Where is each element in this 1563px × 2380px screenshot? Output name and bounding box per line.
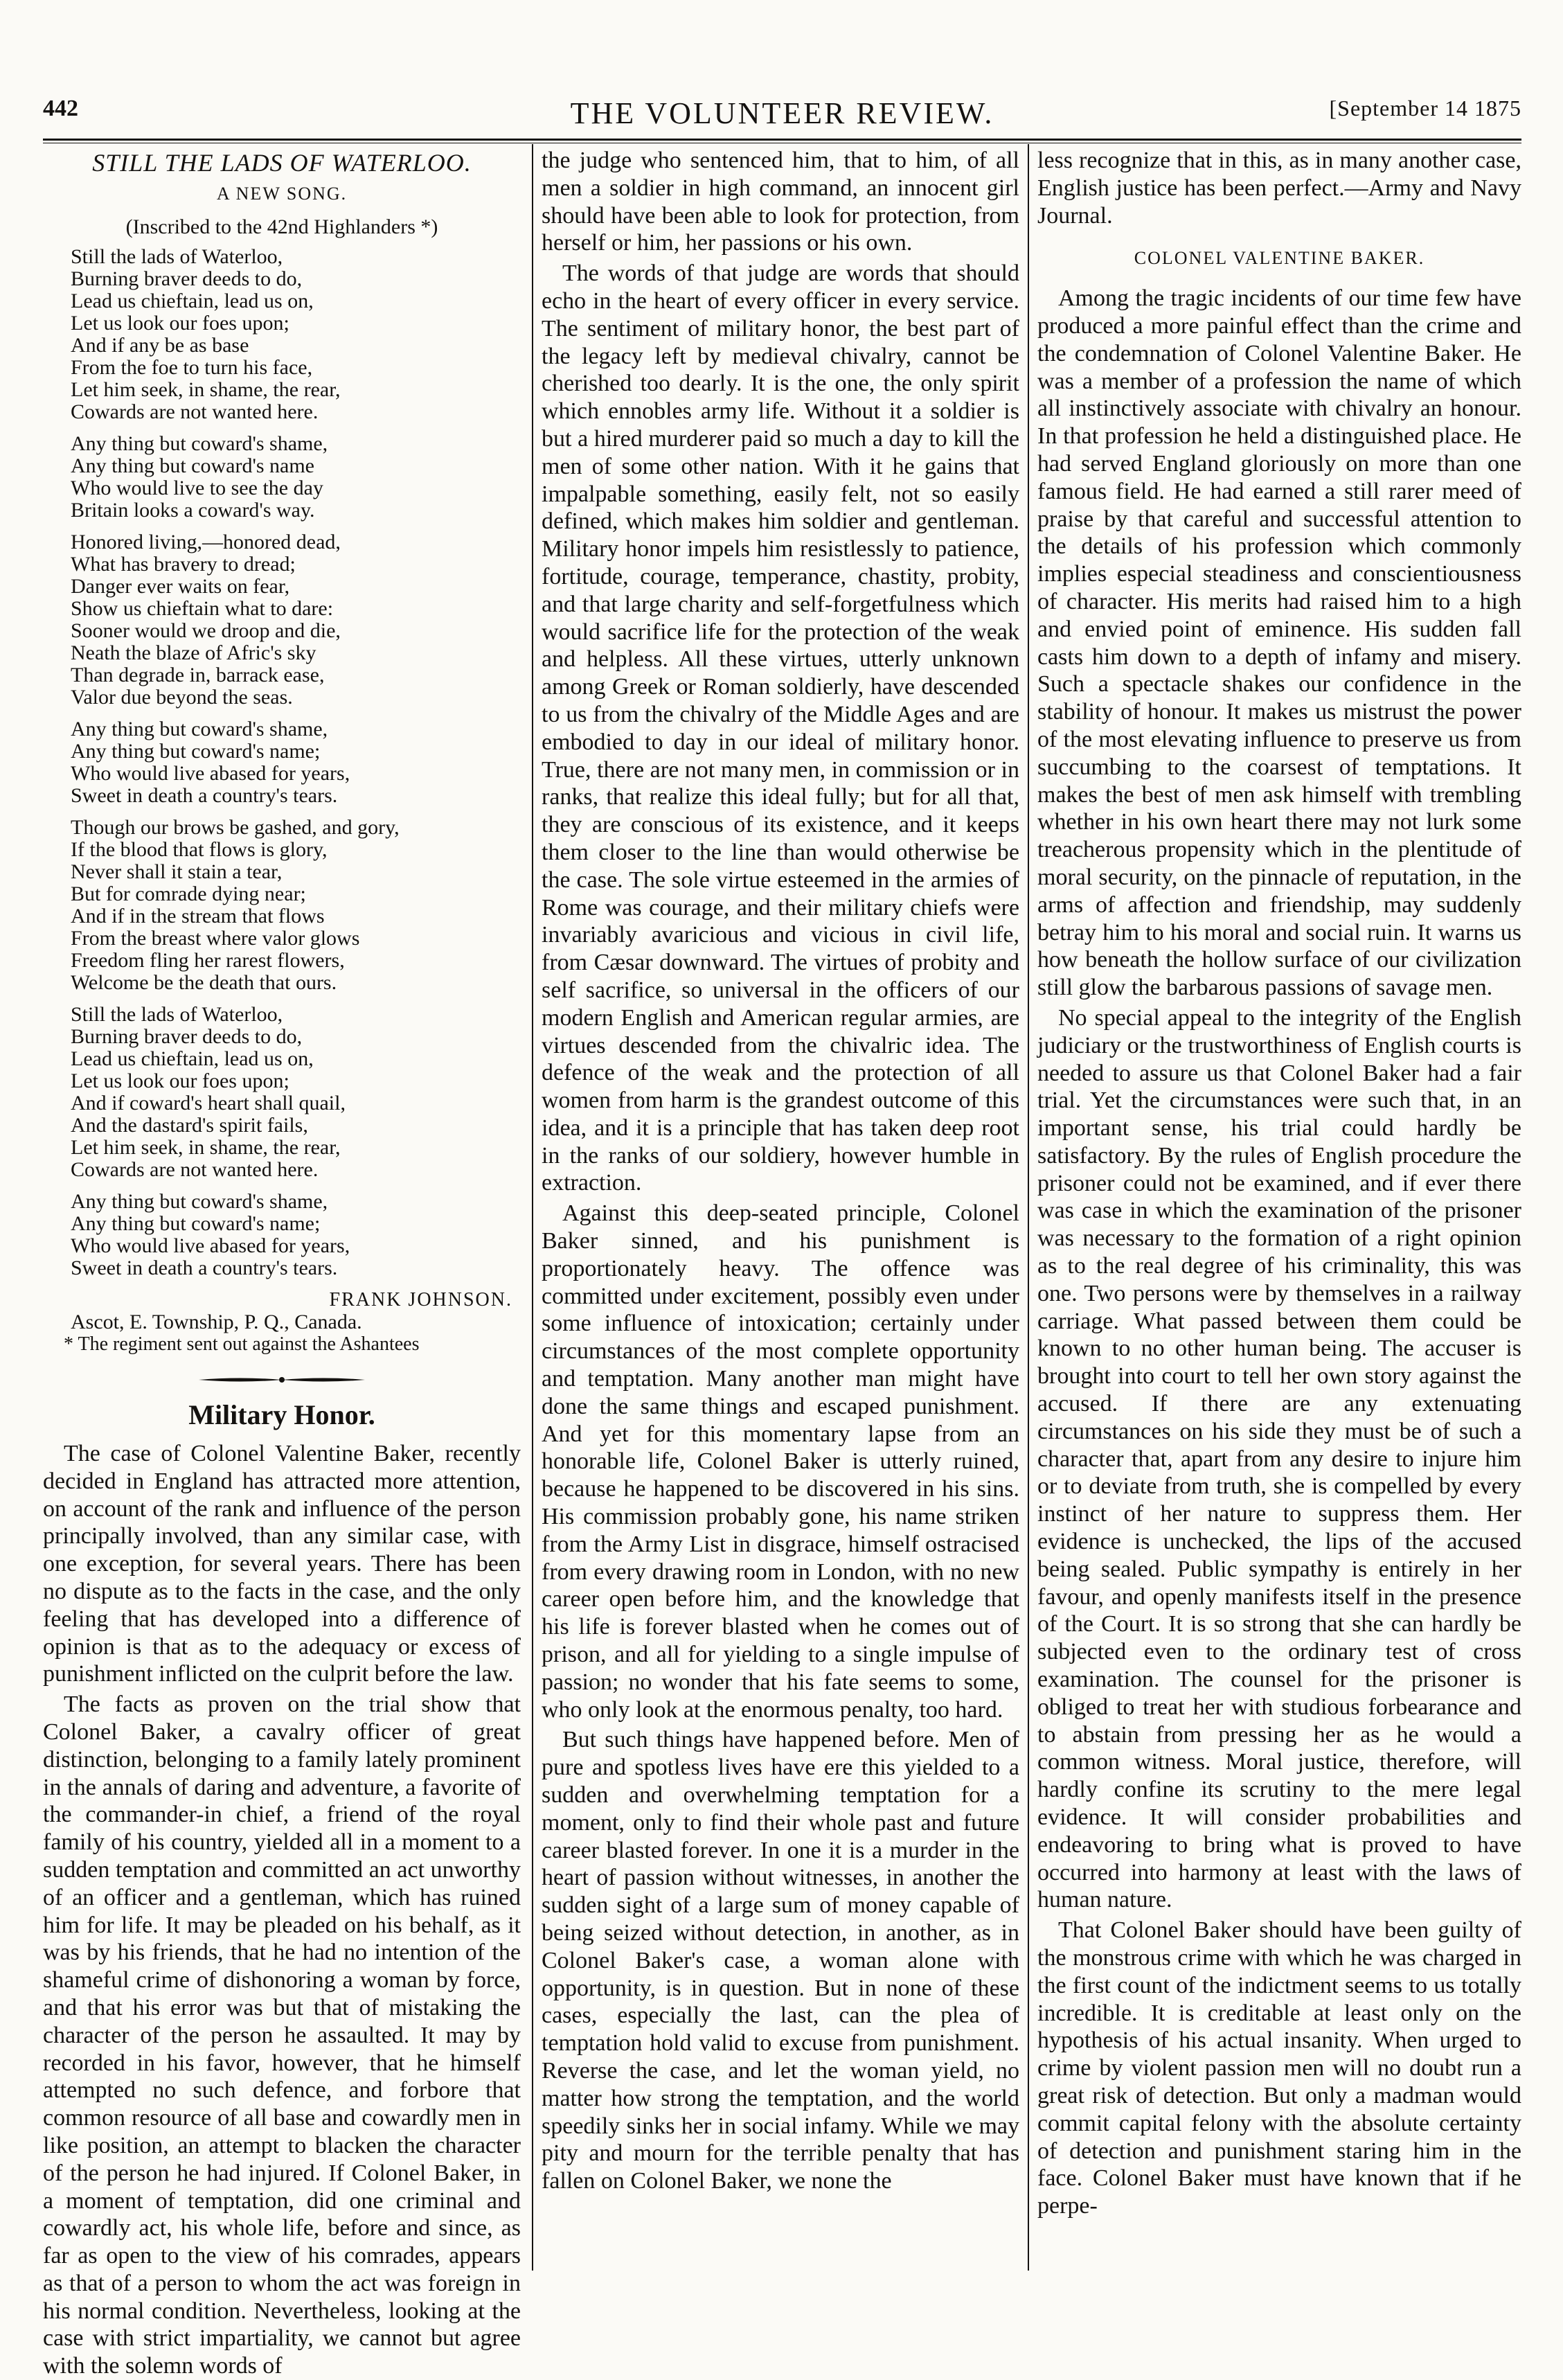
poem-line: Who would live abased for years, [71,762,350,785]
poem-line: Who would live abased for years, [71,1234,350,1258]
poem-line: Burning braver deeds to do, [71,1025,303,1049]
poem-line: And if coward's heart shall quail, [71,1092,346,1115]
poem-line: Still the lads of Waterloo, [71,245,283,269]
column-rule-2 [1028,144,1029,2271]
poem-line: Danger ever waits on fear, [71,575,290,598]
poem-line: Any thing but coward's name; [71,1212,321,1236]
poem-stanza [71,718,521,807]
poem-author: FRANK JOHNSON. [329,1289,512,1311]
poem-line: If the blood that flows is glory, [71,838,328,862]
poem-line: Neath the blaze of Afric's sky [71,641,316,665]
article-paragraph: But such things have happened before. Men of pure and spotless lives have ere this yielded to a sudden and overwhelming temptation for a moment, only to find their whole past and future career blasted forever. In one it is a murder in the heart of passion without witnesses, in another the sudden sight of a large sum of money capable of being seized without detection, in another, as in Colonel Baker's case, a woman alone with opportunity, is in question. But in none of these cases, especially the last, can the plea of temptation hold valid to excuse from punishment. Reverse the case, and let the woman yield, no matter how strong the temptation, and the world speedily sinks her in social infamy. While we may pity and mourn for the terrible penalty that has fallen on Colonel Baker, we none the [542,1727,1019,2194]
poem-footnote: * The regiment sent out against the Ashantees [64,1333,420,1356]
poem-line: Cowards are not wanted here. [71,400,319,424]
poem-line: Sooner would we droop and die, [71,619,341,643]
poem-line: Welcome be the death that ours. [71,971,337,995]
poem-line: Show us chieftain what to dare: [71,597,334,621]
poem-line: Any thing but coward's shame, [71,718,328,741]
article-paragraph: less recognize that in this, as in many another case, English justice has been perfect.—Army and Navy Journal. [1037,148,1521,229]
poem-line: Any thing but coward's shame, [71,1190,328,1214]
poem-line: Freedom fling her rarest flowers, [71,949,345,973]
poem-place: Ascot, E. Township, P. Q., Canada. [71,1311,362,1334]
poem-line: Any thing but coward's name [71,454,315,478]
poem-line: Sweet in death a country's tears. [71,1256,338,1280]
article-paragraph: the judge who sentenced him, that to him, of all men a soldier in high command, an innocent girl should have been able to look for protection, from herself or him, her passions or his own. [542,148,1019,256]
poem-line: And the dastard's spirit fails, [71,1114,308,1137]
column-2 [542,147,1019,2273]
poem-line: Valor due beyond the seas. [71,686,293,709]
poem-stanza [71,1191,521,1279]
article2-paragraph: No special appeal to the integrity of the English judiciary or the trustworthiness of English courts is needed to assure us that Colonel Baker had a fair trial. Yet the circumstances were such that, in an important sense, his trial could hardly be satisfactory. By the rules of English procedure the prisoner could not be examined, and if ever there was case in which the examination of the prisoner was necessary to the formation of a right opinion as to the real degree of his criminality, this was one. Two persons were by themselves in a railway carriage. What passed between them could be known to no other human being. The accuser is brought into court to tell her own story against the accused. If there are any extenuating circumstances on his side they must be of such a character that, apart from any desire to injure him or to deviate from truth, she is compelled by every instinct of her nature to suppress them. Her evidence is unchecked, the lips of the accused being sealed. Public sympathy is entirely in her favour, and openly manifests itself in the presence of the Court. It is so strong that she can hardly be subjected even to the ordinary test of cross examination. The counsel for the prisoner is obliged to treat her with studious forbearance and to abstain from pressing her as he would a common witness. Moral justice, therefore, will hardly confine its scrutiny to the mere legal evidence. It will consider probabilities and endeavoring to bring what is proved to have occurred into harmony at least with the laws of human nature. [1037,1004,1521,1913]
article-paragraph: The words of that judge are words that should echo in the heart of every officer in every service. The sentiment of military honor, the best part of the legacy left by medieval chivalry, cannot be cherished too dearly. It is the one, the only spirit which ennobles army life. Without it a soldier is but a hired murderer paid so much a day to kill the men of some other nation. With it he gains that impalpable something, easily felt, not so easily defined, which makes him soldier and gentleman. Military honor impels him resistlessly to patience, fortitude, courage, temperance, chastity, probity, and that large charity and self-forgetfulness which would sacrifice life for the protection of the weak and helpless. All these virtues, utterly unknown among Greek or Roman soldierly, have descended to us from the chivalry of the Middle Ages and are embodied to day in our ideal of military honor. True, there are not many men, in commission or in ranks, that realize this ideal fully; but for all that, they are conscious of its existence, and it keeps them closer to the line than would otherwise be the case. The sole virtue esteemed in the armies of Rome was courage, and their military chiefs were invariably avaricious and vicious in civil life, from Cæsar downward. The virtues of probity and self sacrifice, so universal in the officers of our modern English and American regular armies, are virtues descended from the chivalric idea. The defence of the weak and the protection of all women from harm is the grandest outcome of this idea, and it is a principle that has taken deep root in the ranks of our soldiery, however humble in extraction. [542,260,1019,1196]
poem-line: Britain looks a coward's way. [71,499,315,522]
poem-title: STILL THE LADS OF WATERLOO. [92,149,472,177]
article-paragraph: Against this deep-seated principle, Colonel Baker sinned, and his punishment is proportionately heavy. The offence was committed under excitement, possibly even under some influence of intoxication; certainly under circumstances of the most complete opportunity and temptation. Many another man might have done the same things and escaped punishment. And yet for this momentary lapse from an honorable life, Colonel Baker is utterly ruined, because he happened to be discovered in his sins. His commission probably gone, his name striken from the Army List in disgrace, himself ostracised from every drawing room in London, with no new career open before him, and the knowledge that his life is forever blasted when he comes out of prison, and all for yielding to a single impulse of passion; no wonder that his fate seems to some, who only look at the enormous penalty, too hard. [542,1200,1019,1723]
poem-line: Sweet in death a country's tears. [71,784,338,808]
article2-paragraph: That Colonel Baker should have been guilty of the monstrous crime with which he was charged in the first count of the indictment seems to us totally incredible. It is creditable at least only on the hypothesis of his actual insanity. When urged to crime by violent passion men will no doubt run a great risk of detection. But only a madman would commit capital felony with the absolute certainty of detection and punishment staring him in the face. Colonel Baker must have known that if he perpe- [1037,1917,1521,2219]
poem-line: And if any be as base [71,334,249,357]
article-heading: Military Honor. [188,1399,375,1431]
poem-line: Let him seek, in shame, the rear, [71,1136,341,1160]
issue-date: [September 14 1875 [1329,96,1521,121]
poem-line: Let him seek, in shame, the rear, [71,378,341,402]
masthead [43,96,1521,137]
column-3 [1037,147,1521,2273]
column-1 [43,147,521,2379]
poem-line: And if in the stream that flows [71,905,325,928]
poem-line: Let us look our foes upon; [71,1069,289,1093]
poem-subtitle: A NEW SONG. [216,183,348,204]
poem-line: Any thing but coward's name; [71,740,321,763]
article2-paragraph: Among the tragic incidents of our time few have produced a more painful effect than the crime and the condemnation of Colonel Valentine Baker. He was a member of a profession the name of which all instinctively associate with chivalry an honour. In that profession he held a distinguished place. He had served England gloriously on more than one famous field. He had earned a still rarer meed of praise by that careful and successful attention to the details of his profession which commonly implies especial steadiness and conscientiousness of character. His merits had raised him to a high and envied point of eminence. His sudden fall casts him down to a depth of infamy and misery. Such a spectacle shakes our confidence in the stability of honour. It makes us mistrust the power of the most elevating influence to preserve us from succumbing to the coarsest of temptations. It makes the best of men ask himself with trembling whether in his own heart there may not lurk some treacherous propensity which in the plentitude of moral security, on the pinnacle of reputation, in the arms of affection and friendship, may suddenly betray him to his moral and social ruin. It warns us how beneath the hollow surface of our civilization still glow the barbarous passions of savage men. [1037,285,1521,1001]
article-paragraph: The case of Colonel Valentine Baker, recently decided in England has attracted more attention, on account of the rank and influence of the person principally involved, than any similar case, with one exception, for several years. There has been no dispute as to the facts in the case, and the only feeling that has developed into a difference of opinion is that as to the adequacy or excess of punishment inflicted on the culprit before the law. [43,1440,521,1687]
poem-line: Lead us chieftain, lead us on, [71,290,314,313]
poem-dedication: (Inscribed to the 42nd Highlanders *) [125,215,438,238]
poem-line: Who would live to see the day [71,477,323,500]
ornament-divider-icon [199,1375,365,1385]
page-number: 442 [43,96,78,121]
poem-stanza [71,433,521,522]
column-rule-1 [532,144,533,2271]
poem-line: Any thing but coward's shame, [71,432,328,456]
poem-line: But for comrade dying near; [71,882,306,906]
poem-line: From the foe to turn his face, [71,356,313,380]
publication-title: THE VOLUNTEER REVIEW. [570,96,994,130]
article2-heading: COLONEL VALENTINE BAKER. [1134,248,1425,269]
poem-line: From the breast where valor glows [71,927,360,950]
poem-line: Still the lads of Waterloo, [71,1003,283,1027]
poem-body [43,246,521,1279]
poem-line: Cowards are not wanted here. [71,1158,319,1182]
poem-line: Than degrade in, barrack ease, [71,664,325,687]
poem-line: Burning braver deeds to do, [71,267,303,291]
poem-stanza [71,817,521,994]
poem-line: Honored living,—honored dead, [71,531,341,554]
poem-stanza [71,246,521,423]
poem-stanza [71,1004,521,1181]
poem-line: What has bravery to dread; [71,553,296,576]
poem-line: Let us look our foes upon; [71,312,289,335]
poem-line: Lead us chieftain, lead us on, [71,1047,314,1071]
article-paragraph: The facts as proven on the trial show that Colonel Baker, a cavalry officer of great distinction, belonging to a family lately prominent in the annals of daring and adventure, a favorite of the commander-in chief, a friend of the royal family of his country, yielded all in a moment to a sudden temptation and committed an act unworthy of an officer and a gentleman, which has ruined him for life. It may be pleaded on his behalf, as it was by his friends, that he had no intention of the shameful crime of dishonoring a woman by force, and that his error was but that of mistaking the character of the person he assaulted. It may by recorded in his favor, however, that he himself attempted no such defence, and forbore that common resource of all base and cowardly men in like position, an attempt to blacken the character of the person he had injured. If Colonel Baker, in a moment of temptation, did one criminal and cowardly act, his whole life, before and since, as far as open to the view of his comrades, appears as that of a person to whom the act was foreign in his normal condition. Nevertheless, looking at the case with strict impartiality, we cannot but agree with the solemn words of [43,1691,521,2379]
poem-stanza [71,531,521,709]
header-rule [43,139,1521,143]
poem-line: Though our brows be gashed, and gory, [71,816,400,840]
poem-line: Never shall it stain a tear, [71,860,283,884]
ornament-divider [43,1364,521,1392]
